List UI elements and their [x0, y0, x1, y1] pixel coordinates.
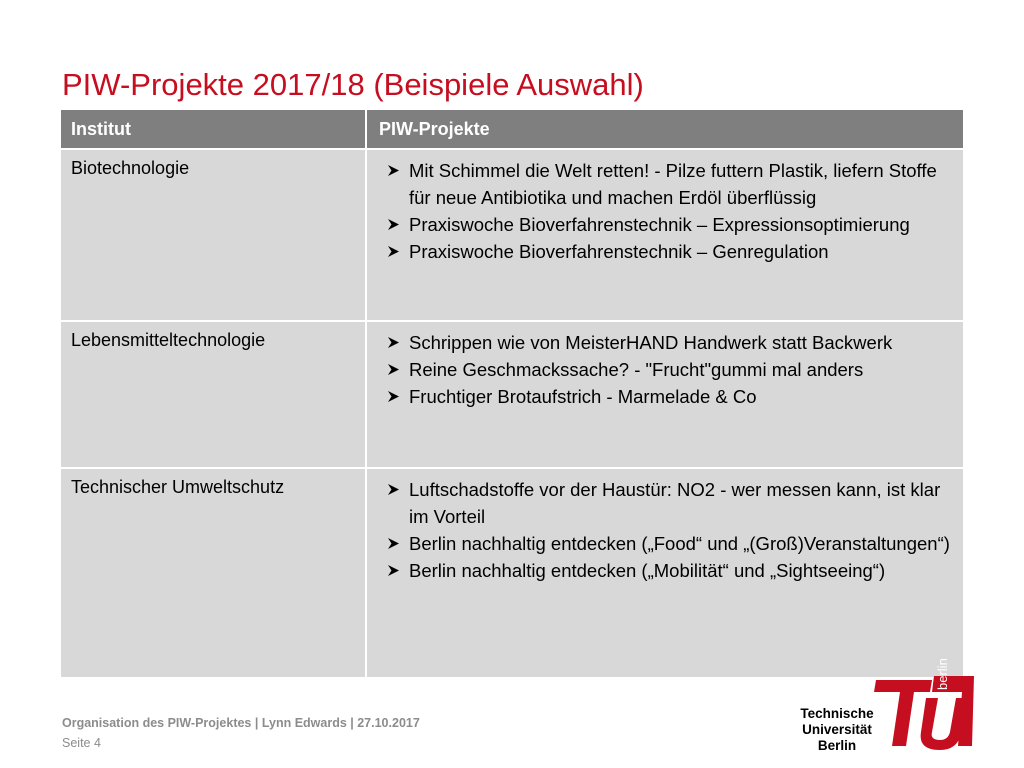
- logo-line-technische: Technische: [800, 706, 874, 721]
- project-text: Mit Schimmel die Welt retten! - Pilze futtern Plastik, liefern Stoffe für neue Antibiotika und machen Erdöl überflüssig: [409, 160, 937, 208]
- project-text: Berlin nachhaltig entdecken („Mobilität“ und „Sightseeing“): [409, 560, 886, 581]
- institut-cell: Biotechnologie: [71, 158, 190, 178]
- table-row: [61, 322, 963, 469]
- tu-logo-icon: [870, 670, 974, 750]
- project-text: Reine Geschmackssache? - "Frucht"gummi mal anders: [409, 359, 864, 380]
- header-piw-projekte: PIW-Projekte: [365, 110, 963, 148]
- logo-line-berlin: Berlin: [817, 738, 857, 753]
- project-item: [379, 157, 953, 211]
- arrowhead-bullet-icon: [379, 530, 409, 550]
- arrowhead-bullet-icon: [379, 329, 409, 349]
- project-item: [379, 329, 953, 356]
- arrowhead-bullet-icon: [379, 157, 409, 177]
- project-text: Fruchtiger Brotaufstrich - Marmelade & Co: [409, 386, 757, 407]
- table-row: [61, 150, 963, 322]
- project-text: Praxiswoche Bioverfahrenstechnik – Genregulation: [409, 241, 829, 262]
- arrowhead-bullet-icon: [379, 238, 409, 258]
- projects-cell: [365, 322, 963, 467]
- project-item: [379, 530, 953, 557]
- project-text: Praxiswoche Bioverfahrenstechnik – Expressionsoptimierung: [409, 214, 910, 235]
- table-row: [61, 469, 963, 677]
- project-item: [379, 211, 953, 238]
- arrowhead-bullet-icon: [379, 557, 409, 577]
- arrowhead-bullet-icon: [379, 383, 409, 403]
- projects-table: [61, 110, 963, 677]
- project-item: [379, 238, 953, 265]
- institut-cell: Technischer Umweltschutz: [71, 477, 285, 497]
- project-item: [379, 476, 953, 530]
- projects-cell: [365, 150, 963, 320]
- arrowhead-bullet-icon: [379, 211, 409, 231]
- logo-line-universitaet: Universität: [802, 722, 872, 737]
- page-number: Seite 4: [62, 736, 101, 750]
- footer-text: Organisation des PIW-Projektes | Lynn Edwards | 27.10.2017: [62, 716, 420, 730]
- project-text: Berlin nachhaltig entdecken („Food“ und „(Groß)Veranstaltungen“): [409, 533, 950, 554]
- project-item: [379, 356, 953, 383]
- project-item: [379, 557, 953, 584]
- table-header-row: [61, 110, 963, 150]
- project-item: [379, 383, 953, 410]
- project-text: Schrippen wie von MeisterHAND Handwerk statt Backwerk: [409, 332, 893, 353]
- arrowhead-bullet-icon: [379, 476, 409, 496]
- slide-title: PIW-Projekte 2017/18 (Beispiele Auswahl): [62, 66, 644, 102]
- projects-cell: [365, 469, 963, 677]
- institut-cell: Lebensmitteltechnologie: [71, 330, 266, 350]
- logo-berlin-vertical: berlin: [935, 658, 950, 690]
- project-text: Luftschadstoffe vor der Haustür: NO2 - wer messen kann, ist klar im Vorteil: [409, 479, 941, 527]
- arrowhead-bullet-icon: [379, 356, 409, 376]
- header-institut: Institut: [71, 119, 131, 139]
